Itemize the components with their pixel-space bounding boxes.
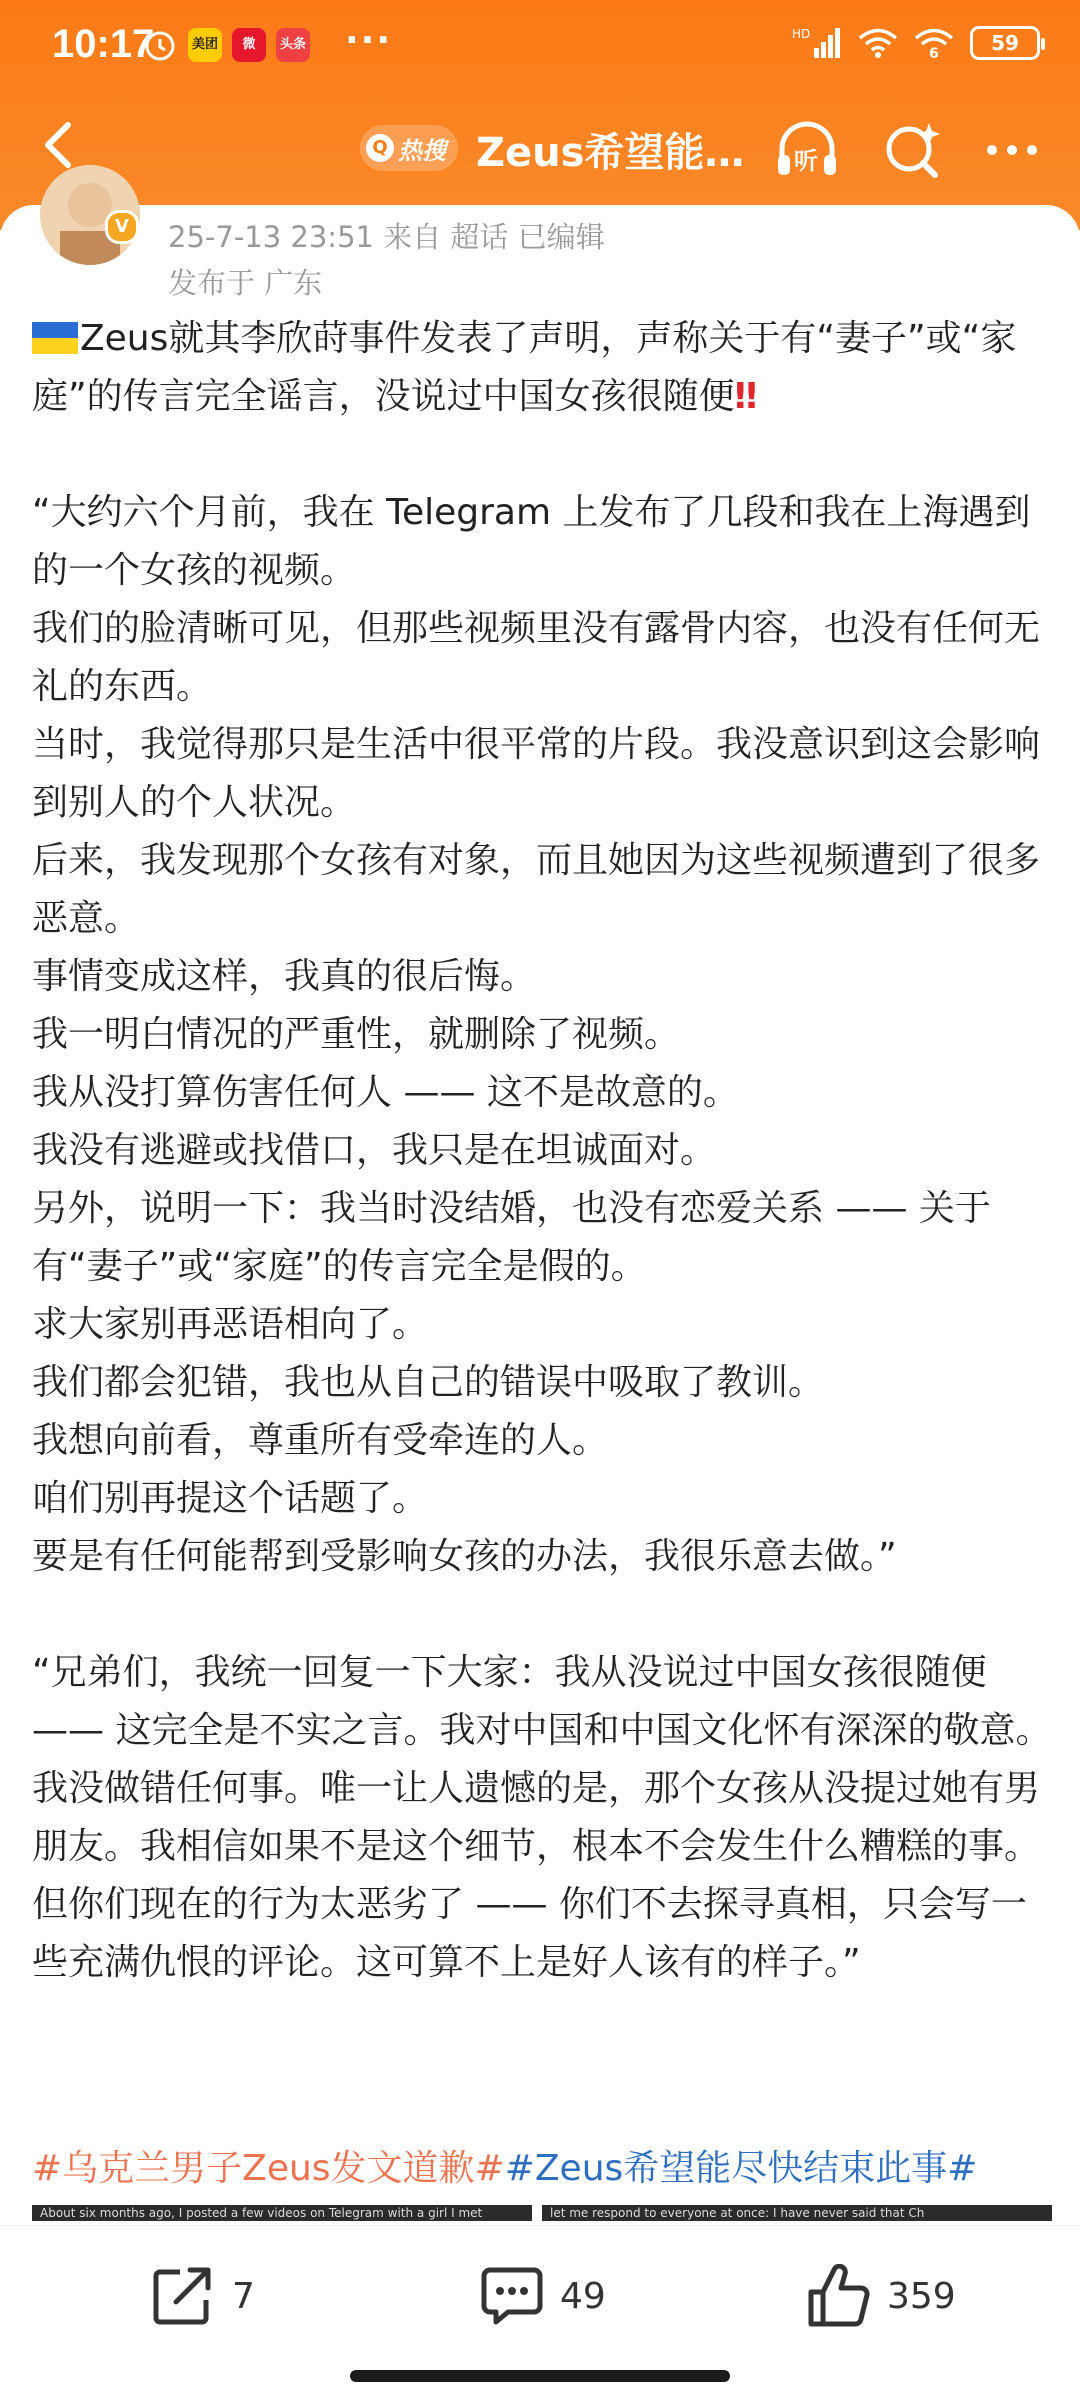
topic-tag-apology[interactable]: #乌克兰男子Zeus发文道歉# — [32, 2148, 505, 2189]
post-location: 发布于 广东 — [168, 266, 323, 300]
post-body — [32, 310, 1052, 1992]
weibo-icon: 微 — [232, 28, 266, 62]
post-paragraph: “兄弟们，我统一回复一下大家：我从没说过中国女孩很随便 —— 这完全是不实之言。我对中国和中国文化怀有深深的敬意。我没做错任何事。唯一让人遗憾的是，那个女孩从没提过她有男朋友。我相信如果不是这个细节，根本不会发生什么糟糕的事。 — [32, 1652, 1052, 1867]
image-thumbnail[interactable]: let me respond to everyone at once: I have never said that Ch — [542, 2205, 1052, 2221]
share-button[interactable] — [150, 2264, 255, 2328]
top-nav-bar — [0, 95, 1080, 205]
post-paragraph: 后来，我发现那个女孩有对象，而且她因为这些视频遭到了很多恶意。 — [32, 840, 1041, 939]
hot-search-label: 热搜 — [398, 136, 446, 165]
home-indicator[interactable] — [350, 2370, 730, 2382]
topic-tag-end[interactable]: #Zeus希望能尽快结束此事# — [504, 2148, 978, 2189]
post-meta: 25-7-13 23:51 来自 超话 已编辑 — [168, 220, 605, 254]
thumbs-up-icon — [805, 2264, 873, 2328]
like-button[interactable] — [805, 2264, 956, 2328]
post-paragraph: “大约六个月前，我在 Telegram 上发布了几段和我在上海遇到的一个女孩的视频。 — [32, 492, 1031, 591]
topic-tags — [32, 2140, 977, 2191]
search-sparkle-icon[interactable] — [875, 113, 949, 187]
cellular-signal-icon — [792, 26, 842, 60]
post-paragraph: 但你们现在的行为太恶劣了 —— 你们不去探寻真相，只会写一些充满仇恨的评论。这可算不上是好人该有的样子。” — [32, 1884, 1027, 1983]
battery-icon: 59 — [970, 26, 1040, 60]
hot-search-icon: Q — [366, 134, 394, 162]
wifi-icon — [858, 27, 898, 59]
post-paragraph: 我们都会犯错，我也从自己的错误中吸取了教训。 — [32, 1362, 825, 1403]
post-paragraph: 我从没打算伤害任何人 —— 这不是故意的。 — [32, 1072, 739, 1113]
more-options-button[interactable] — [975, 113, 1049, 187]
listen-button[interactable] — [770, 113, 844, 187]
comment-button[interactable] — [478, 2264, 606, 2328]
post-paragraph: 我没有逃避或找借口，我只是在坦诚面对。 — [32, 1130, 717, 1171]
post-paragraph: Zeus就其李欣莳事件发表了声明，声称关于有“妻子”或“家庭”的传言完全谣言，没说过中国女孩很随便‼ — [32, 318, 1017, 417]
toutiao-icon: 头条 — [276, 28, 310, 62]
post-paragraph: 我们的脸清晰可见，但那些视频里没有露骨内容，也没有任何无礼的东西。 — [32, 608, 1041, 707]
double-exclamation-icon: ‼ — [734, 376, 758, 417]
post-card — [0, 205, 1080, 2400]
alarm-icon — [142, 27, 178, 63]
share-icon — [150, 2264, 218, 2328]
svg-text:听: 听 — [794, 147, 818, 175]
post-paragraph: 我想向前看，尊重所有受牵连的人。 — [32, 1420, 609, 1461]
post-paragraph: 当时，我觉得那只是生活中很平常的片段。我没意识到这会影响到别人的个人状况。 — [32, 724, 1041, 823]
page-title: Zeus希望能… — [476, 130, 745, 176]
post-paragraph: 我一明白情况的严重性，就删除了视频。 — [32, 1014, 681, 1055]
comment-icon — [478, 2264, 546, 2328]
post-paragraph: 要是有任何能帮到受影响女孩的办法，我很乐意去做。” — [32, 1536, 897, 1577]
meituan-icon: 美团 — [188, 28, 222, 62]
svg-text:HD: HD — [792, 27, 811, 41]
hot-search-badge[interactable] — [360, 125, 458, 171]
ukraine-flag-icon — [32, 322, 78, 354]
status-time: 10:17 — [52, 22, 155, 66]
wifi-6-icon — [914, 27, 954, 59]
like-count: 359 — [887, 2275, 956, 2317]
status-bar — [0, 0, 1080, 95]
status-more-icon: ··· — [345, 20, 393, 61]
action-bar — [0, 2225, 1080, 2346]
share-count: 7 — [232, 2275, 255, 2317]
post-paragraph: 咱们别再提这个话题了。 — [32, 1478, 429, 1519]
image-strip — [32, 2205, 1052, 2221]
image-thumbnail[interactable]: About six months ago, I posted a few videos on Telegram with a girl I met — [32, 2205, 532, 2221]
post-paragraph: 求大家别再恶语相向了。 — [32, 1304, 429, 1345]
svg-text:6: 6 — [929, 46, 939, 59]
post-paragraph: 另外，说明一下：我当时没结婚，也没有恋爱关系 —— 关于有“妻子”或“家庭”的传言完全是假的。 — [32, 1188, 991, 1287]
verified-badge-icon: V — [105, 210, 139, 244]
comment-count: 49 — [560, 2275, 606, 2317]
post-paragraph: 事情变成这样，我真的很后悔。 — [32, 956, 537, 997]
